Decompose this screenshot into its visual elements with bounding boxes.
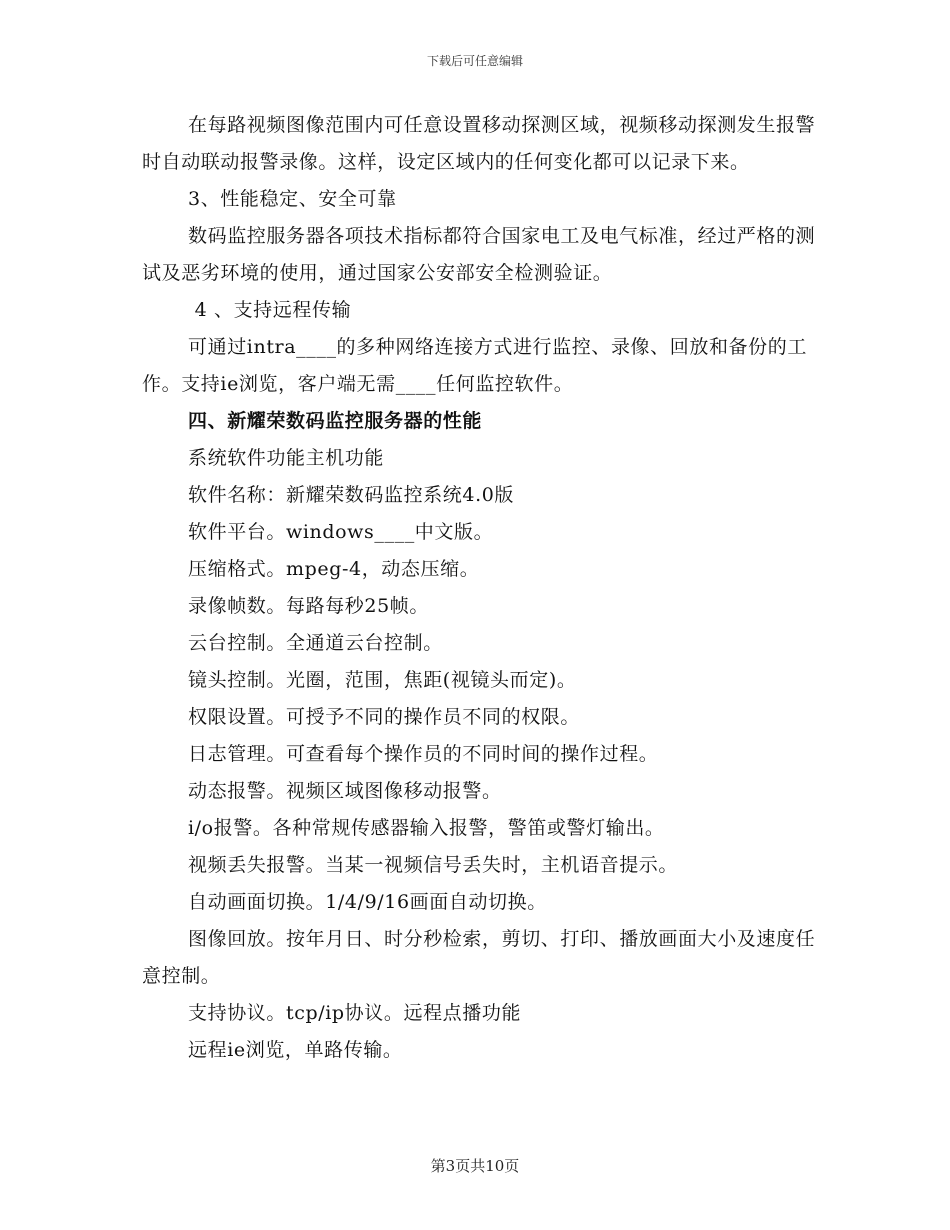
spec-item: 动态报警。视频区域图像移动报警。 <box>188 780 502 802</box>
spec-item: 录像帧数。每路每秒25帧。 <box>188 595 429 617</box>
spec-item: 软件平台。windows____中文版。 <box>188 521 494 543</box>
paragraph: 系统软件功能主机功能 <box>188 447 385 469</box>
spec-item: 图像回放。按年月日、时分秒检索，剪切、打印、播放画面大小及速度任意控制。 <box>142 928 816 987</box>
spec-item: 镜头控制。光圈，范围，焦距(视镜头而定)。 <box>188 669 577 691</box>
chapter-heading: 四、新耀荣数码监控服务器的性能 <box>188 410 483 432</box>
section-heading: 3、性能稳定、安全可靠 <box>188 188 397 210</box>
spec-item: 压缩格式。mpeg-4，动态压缩。 <box>188 558 480 580</box>
spec-item: 支持协议。tcp/ip协议。远程点播功能 <box>188 1002 522 1024</box>
spec-item: 权限设置。可授予不同的操作员不同的权限。 <box>188 706 581 728</box>
paragraph: 数码监控服务器各项技术指标都符合国家电工及电气标准，经过严格的测试及恶劣环境的使用，通过国家公安部安全检测验证。 <box>142 225 816 284</box>
paragraph: 可通过intra____的多种网络连接方式进行监控、录像、回放和备份的工作。支持ie浏览，客户端无需____任何监控软件。 <box>142 336 807 395</box>
spec-item: 远程ie浏览，单路传输。 <box>188 1039 403 1061</box>
spec-item: 视频丢失报警。当某一视频信号丢失时，主机语音提示。 <box>188 854 679 876</box>
page-header: 下载后可任意编辑 <box>426 54 523 68</box>
spec-item: 云台控制。全通道云台控制。 <box>188 632 443 654</box>
spec-item: 软件名称：新耀荣数码监控系统4.0版 <box>188 484 515 506</box>
document-body <box>142 107 817 1069</box>
page-footer: 第3页共10页 <box>430 1157 520 1175</box>
spec-item: 自动画面切换。1/4/9/16画面自动切换。 <box>188 891 547 913</box>
spec-item: i/o报警。各种常规传感器输入报警，警笛或警灯输出。 <box>188 817 665 839</box>
section-heading: 4 、支持远程传输 <box>188 299 352 321</box>
spec-item: 日志管理。可查看每个操作员的不同时间的操作过程。 <box>188 743 659 765</box>
paragraph: 在每路视频图像范围内可任意设置移动探测区域，视频移动探测发生报警时自动联动报警录像。这样，设定区域内的任何变化都可以记录下来。 <box>142 114 816 173</box>
